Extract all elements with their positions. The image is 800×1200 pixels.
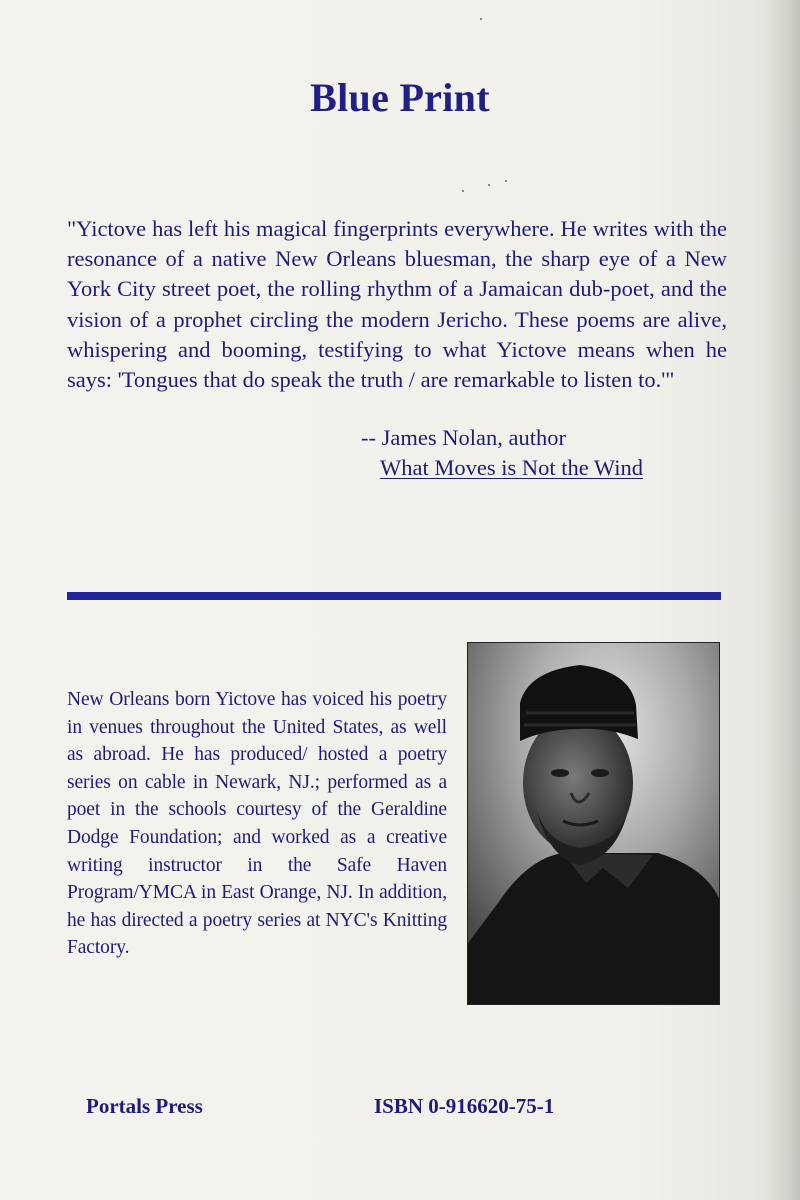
print-speck — [462, 190, 464, 192]
publisher-name: Portals Press — [86, 1094, 203, 1118]
section-divider — [67, 592, 721, 600]
print-speck — [480, 18, 482, 20]
author-photo — [467, 642, 720, 1005]
isbn-number: ISBN 0-916620-75-1 — [374, 1094, 555, 1118]
book-title: Blue Print — [310, 75, 490, 120]
spine-shadow — [766, 0, 800, 1200]
print-speck — [488, 184, 490, 186]
author-portrait-icon — [468, 643, 720, 1005]
author-bio: New Orleans born Yictove has voiced his poetry in venues throughout the United States, as well as abroad. He has produced/ hosted a poetry series on cable in Newark, NJ.; performed as a poet in the schools courtesy of the Geraldine Dodge Foundation; and worked as a creative writing instructor in the Safe Haven Program/YMCA in East Orange, NJ. In addition, he has directed a poetry series at NYC's Knitting Factory. — [67, 689, 447, 959]
blurb-attribution-work: What Moves is Not the Wind — [380, 455, 644, 480]
print-speck — [505, 180, 507, 182]
blurb-attribution: -- James Nolan, author — [361, 425, 566, 450]
blurb-quote: "Yictove has left his magical fingerprints everywhere. He writes with the resonance of a native New Orleans bluesman, the sharp eye of a New York City street poet, the rolling rhythm of a Jamaican dub-poet, and the vision of a prophet circling the modern Jericho. These poems are alive, whispering and booming, testifying to what Yictove means when he says: 'Tongues that do speak the truth / are remarkable to listen to.'" — [67, 216, 727, 393]
